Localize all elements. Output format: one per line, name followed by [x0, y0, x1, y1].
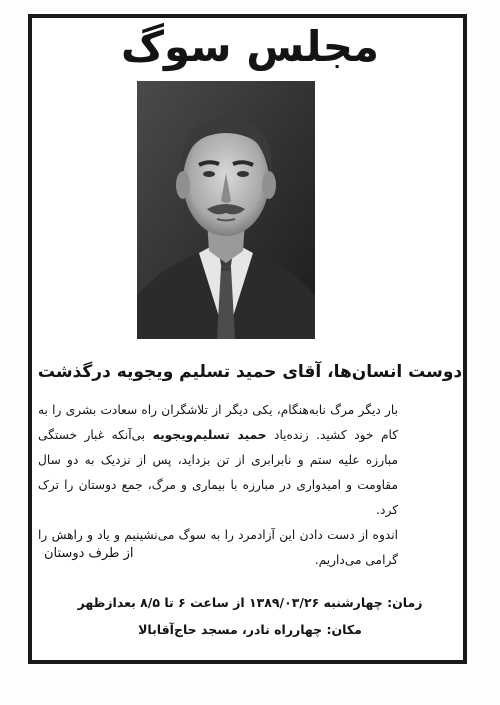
event-place: مکان: چهارراه نادر، مسجد حاج‌آقابالا [138, 622, 362, 637]
body-paragraph-1 [38, 398, 398, 523]
event-time: زمان: چهارشنبه ۱۳۸۹/۰۳/۲۶ از ساعت ۶ تا ۸/۵ بعدازظهر [77, 595, 423, 610]
paragraph-1-part-1: بار دیگر مرگ نابه‌هنگام، یکی دیگر از تلاشگران راه سعادت بشری را به کام خود کشید. زنده‌یاد [38, 403, 398, 442]
event-details [0, 589, 500, 643]
notice-title: مجلس سوگ [120, 22, 380, 71]
body-paragraph-2: اندوه از دست دادن این آزادمرد را به سوگ می‌نشینیم و یاد و راهش را گرامی می‌داریم. [38, 528, 398, 567]
notice-subtitle: دوست انسان‌ها، آقای حمید تسلیم ویجویه درگذشت [37, 362, 463, 382]
deceased-name: حمید تسلیم‌ویجویه [152, 428, 267, 442]
portrait-image [137, 81, 315, 339]
portrait-photo [137, 81, 315, 339]
paragraph-1-part-2: بی‌آنکه غبار خستگی مبارزه علیه ستم و نابرابری از تن بزداید، پس از نزدیک به دو سال مقاومت و امیدواری در مبارزه با بیماری و مرگ، جمع دوستان را ترک کرد. [38, 428, 398, 517]
signature: از طرف دوستان [44, 546, 134, 561]
